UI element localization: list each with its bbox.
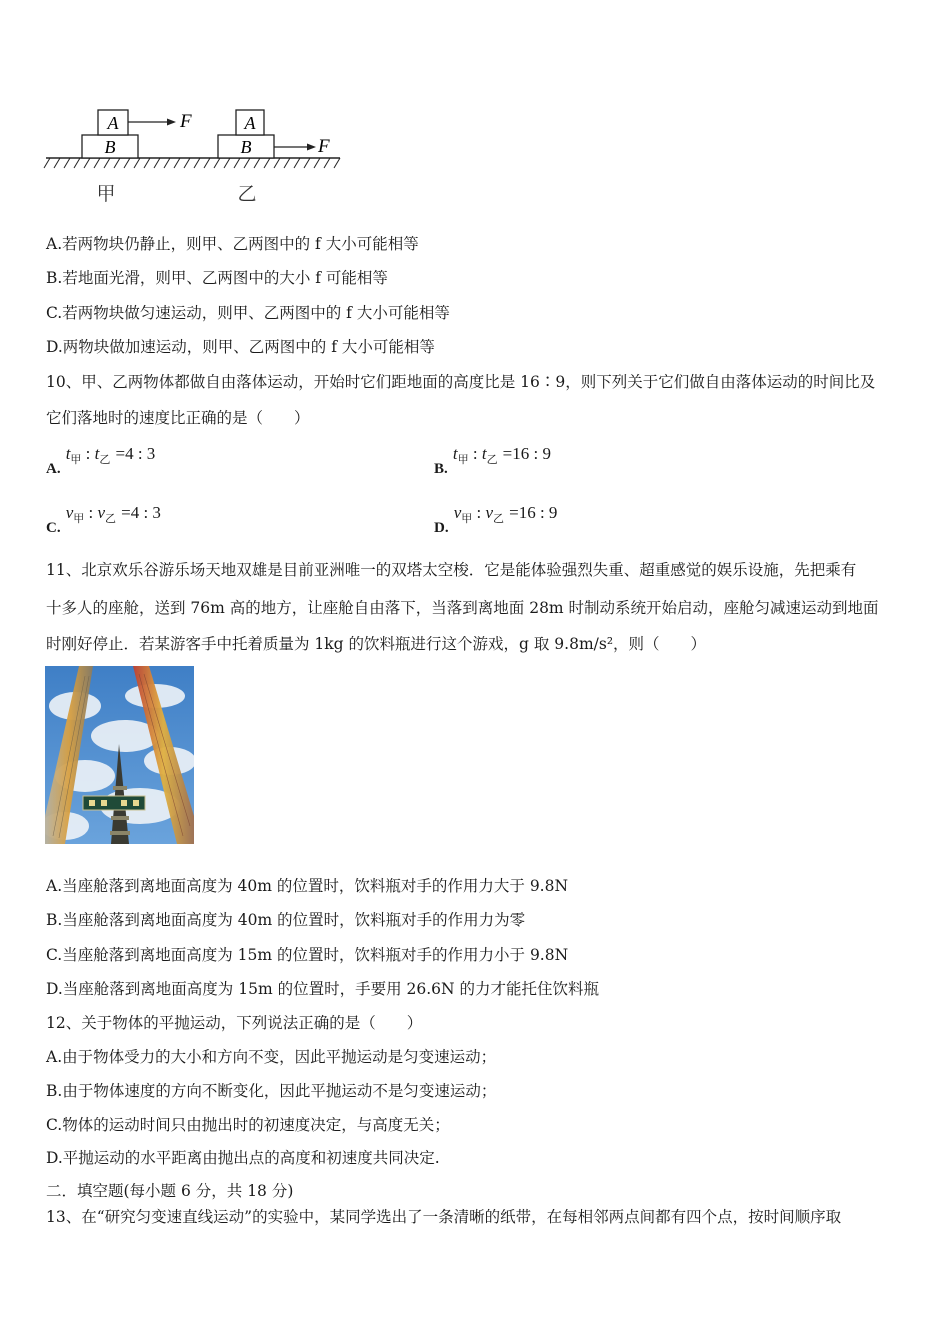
q10-option-a-ratio: =4 : 3: [115, 444, 156, 463]
q10-option-a-var1: t: [65, 444, 71, 463]
q12-stem: 12、关于物体的平抛运动，下列说法正确的是（ ）: [46, 1014, 423, 1032]
q11-stem-line2: 十多人的座舱，送到 76m 高的地方，让座舱自由落下，当落到离地面 28m 时制动系统开始启动，座舱匀减速运动到地面: [46, 599, 879, 617]
block-force-diagram: [40, 100, 350, 210]
q10-option-b-sub1: 甲: [457, 453, 469, 466]
q10-option-c: C. $v_甲$ : $v_乙 =4$ : 3: [46, 503, 161, 536]
q9-option-c: C.若两物块做匀速运动，则甲、乙两图中的 f 大小可能相等: [46, 304, 450, 322]
jia-force-label: F: [180, 111, 192, 132]
yi-force-label: F: [318, 136, 330, 157]
q10-option-d-sub1: 甲: [461, 512, 473, 525]
q10-option-a-var2: t: [94, 444, 100, 463]
q10-option-c-var2: v: [97, 503, 106, 522]
q10-option-c-var1: v: [65, 503, 74, 522]
q10-option-d-var2: v: [485, 503, 494, 522]
q12-option-b: B.由于物体速度的方向不断变化，因此平抛运动不是匀变速运动；: [46, 1082, 497, 1100]
q10-option-a-sub2: 乙: [99, 453, 111, 466]
q10-option-a: A. $t_甲$ : $t_乙 =4$ : 3: [46, 444, 156, 477]
q10-option-d-sub2: 乙: [493, 512, 505, 525]
q10-option-c-ratio: =4 : 3: [121, 503, 161, 522]
q11-option-a: A.当座舱落到离地面高度为 40m 的位置时，饮料瓶对手的作用力大于 9.8N: [46, 877, 569, 895]
q11-option-d: D.当座舱落到离地面高度为 15m 的位置时，手要用 26.6N 的力才能托住饮料瓶: [46, 980, 600, 998]
q10-option-b-sub2: 乙: [486, 453, 498, 466]
q10-option-a-label: A.: [46, 461, 61, 477]
yi-label-a: A: [244, 113, 256, 133]
q11-stem-line3: 时刚好停止．若某游客手中托着质量为 1kg 的饮料瓶进行这个游戏，g 取 9.8m/s²，则（ ）: [46, 635, 707, 653]
q10-option-b: B. $t_甲$ : $t_乙 =16$ : 9: [434, 444, 551, 477]
q9-option-d: D.两物块做加速运动，则甲、乙两图中的 f 大小可能相等: [46, 338, 435, 356]
q10-option-c-sub1: 甲: [73, 512, 85, 525]
twin-tower-ride-photo: [45, 666, 194, 844]
q11-stem-line1: 11、北京欢乐谷游乐场天地双雄是目前亚洲唯一的双塔太空梭．它是能体验强烈失重、超重感觉的娱乐设施，先把乘有: [46, 561, 857, 579]
q10-option-c-label: C.: [46, 520, 61, 536]
q10-option-c-sub2: 乙: [105, 512, 117, 525]
q10-option-b-ratio: =16 : 9: [502, 444, 551, 463]
q9-option-b: B.若地面光滑，则甲、乙两图中的大小 f 可能相等: [46, 269, 388, 287]
q10-stem-line1: 10、甲、乙两物体都做自由落体运动，开始时它们距地面的高度比是 16∶9，则下列关于它们做自由落体运动的时间比及: [46, 373, 876, 391]
caption-yi: 乙: [237, 183, 257, 205]
q13-stem-line1: 13、在“研究匀变速直线运动”的实验中，某同学选出了一条清晰的纸带，在每相邻两点间都有四个点，按时间顺序取: [46, 1208, 842, 1226]
q10-option-d: D. $v_甲$ : $v_乙 =16$ : 9: [434, 503, 558, 536]
section-2-title: 二．填空题(每小题 6 分，共 18 分): [46, 1182, 294, 1200]
jia-label-a: A: [107, 113, 119, 133]
q11-option-b: B.当座舱落到离地面高度为 40m 的位置时，饮料瓶对手的作用力为零: [46, 911, 526, 929]
caption-jia: 甲: [96, 183, 116, 205]
q12-option-d: D.平抛运动的水平距离由抛出点的高度和初速度共同决定.: [46, 1149, 440, 1167]
q10-option-b-label: B.: [434, 461, 448, 477]
q12-option-c: C.物体的运动时间只由抛出时的初速度决定，与高度无关；: [46, 1116, 450, 1134]
q10-option-d-ratio: =16 : 9: [509, 503, 558, 522]
q9-option-a: A.若两物块仍静止，则甲、乙两图中的 f 大小可能相等: [46, 235, 419, 253]
yi-label-b: B: [240, 137, 252, 157]
q10-option-d-label: D.: [434, 520, 449, 536]
q10-option-b-var1: t: [452, 444, 458, 463]
q11-option-c: C.当座舱落到离地面高度为 15m 的位置时，饮料瓶对手的作用力小于 9.8N: [46, 946, 569, 964]
jia-label-b: B: [104, 137, 116, 157]
q10-option-d-var1: v: [453, 503, 462, 522]
q10-option-b-var2: t: [481, 444, 487, 463]
q10-stem-line2: 它们落地时的速度比正确的是（ ）: [46, 409, 310, 427]
q12-option-a: A.由于物体受力的大小和方向不变，因此平抛运动是匀变速运动；: [46, 1048, 497, 1066]
q10-option-a-sub1: 甲: [70, 453, 82, 466]
